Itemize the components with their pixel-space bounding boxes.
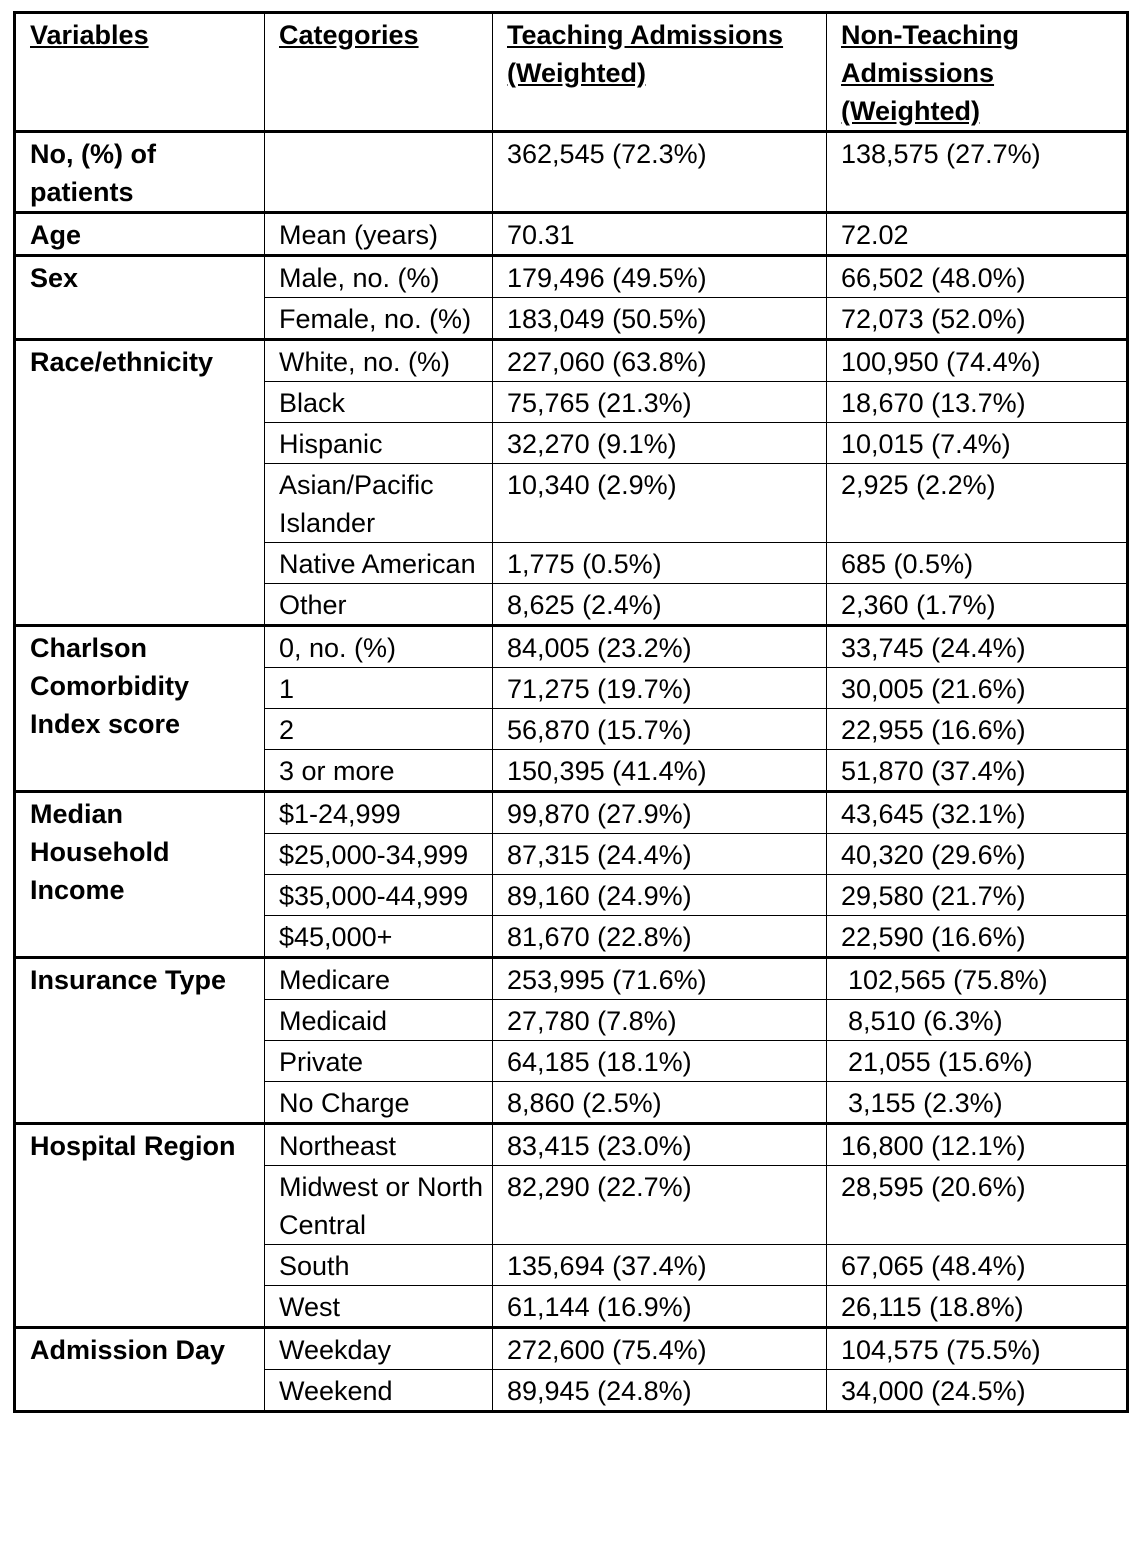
non-teaching-cell: 34,000 (24.5%) xyxy=(827,1370,1128,1412)
category-cell: Northeast xyxy=(265,1124,493,1166)
table-body xyxy=(15,132,1128,1412)
teaching-cell: 82,290 (22.7%) xyxy=(493,1166,827,1245)
teaching-cell: 87,315 (24.4%) xyxy=(493,834,827,875)
non-teaching-cell: 2,360 (1.7%) xyxy=(827,584,1128,626)
table-row xyxy=(15,213,1128,256)
non-teaching-cell: 29,580 (21.7%) xyxy=(827,875,1128,916)
non-teaching-cell: 40,320 (29.6%) xyxy=(827,834,1128,875)
non-teaching-cell: 8,510 (6.3%) xyxy=(827,1000,1128,1041)
non-teaching-cell: 28,595 (20.6%) xyxy=(827,1166,1128,1245)
teaching-cell: 8,860 (2.5%) xyxy=(493,1082,827,1124)
table-row xyxy=(15,1124,1128,1166)
table-row xyxy=(15,132,1128,213)
non-teaching-cell: 685 (0.5%) xyxy=(827,543,1128,584)
non-teaching-cell: 22,955 (16.6%) xyxy=(827,709,1128,750)
header-teaching: Teaching Admissions (Weighted) xyxy=(493,13,827,132)
variable-cell: No, (%) of patients xyxy=(15,132,265,213)
teaching-cell: 32,270 (9.1%) xyxy=(493,423,827,464)
table-row xyxy=(15,256,1128,298)
teaching-cell: 83,415 (23.0%) xyxy=(493,1124,827,1166)
teaching-cell: 99,870 (27.9%) xyxy=(493,792,827,834)
variable-cell: Admission Day xyxy=(15,1328,265,1412)
header-categories: Categories xyxy=(265,13,493,132)
table-row xyxy=(15,340,1128,382)
non-teaching-cell: 138,575 (27.7%) xyxy=(827,132,1128,213)
teaching-cell: 10,340 (2.9%) xyxy=(493,464,827,543)
teaching-cell: 64,185 (18.1%) xyxy=(493,1041,827,1082)
teaching-cell: 253,995 (71.6%) xyxy=(493,958,827,1000)
non-teaching-cell: 18,670 (13.7%) xyxy=(827,382,1128,423)
teaching-cell: 89,945 (24.8%) xyxy=(493,1370,827,1412)
category-cell: Medicare xyxy=(265,958,493,1000)
variable-cell: Charlson Comorbidity Index score xyxy=(15,626,265,792)
teaching-cell: 71,275 (19.7%) xyxy=(493,668,827,709)
non-teaching-cell: 10,015 (7.4%) xyxy=(827,423,1128,464)
teaching-cell: 89,160 (24.9%) xyxy=(493,875,827,916)
non-teaching-cell: 30,005 (21.6%) xyxy=(827,668,1128,709)
teaching-cell: 1,775 (0.5%) xyxy=(493,543,827,584)
non-teaching-cell: 43,645 (32.1%) xyxy=(827,792,1128,834)
non-teaching-cell: 16,800 (12.1%) xyxy=(827,1124,1128,1166)
non-teaching-cell: 72.02 xyxy=(827,213,1128,256)
table-header xyxy=(15,13,1128,132)
non-teaching-cell: 102,565 (75.8%) xyxy=(827,958,1128,1000)
table-row xyxy=(15,958,1128,1000)
category-cell: Black xyxy=(265,382,493,423)
header-non-teaching: Non-Teaching Admissions (Weighted) xyxy=(827,13,1128,132)
non-teaching-cell: 100,950 (74.4%) xyxy=(827,340,1128,382)
category-cell: $45,000+ xyxy=(265,916,493,958)
category-cell: Mean (years) xyxy=(265,213,493,256)
category-cell: 2 xyxy=(265,709,493,750)
teaching-cell: 183,049 (50.5%) xyxy=(493,298,827,340)
demographics-table xyxy=(13,11,1129,1413)
teaching-cell: 61,144 (16.9%) xyxy=(493,1286,827,1328)
category-cell: $35,000-44,999 xyxy=(265,875,493,916)
category-cell: 1 xyxy=(265,668,493,709)
category-cell: 0, no. (%) xyxy=(265,626,493,668)
non-teaching-cell: 26,115 (18.8%) xyxy=(827,1286,1128,1328)
category-cell: Other xyxy=(265,584,493,626)
non-teaching-cell: 67,065 (48.4%) xyxy=(827,1245,1128,1286)
category-cell: South xyxy=(265,1245,493,1286)
variable-cell: Hospital Region xyxy=(15,1124,265,1328)
non-teaching-cell: 51,870 (37.4%) xyxy=(827,750,1128,792)
variable-cell: Sex xyxy=(15,256,265,340)
category-cell: Hispanic xyxy=(265,423,493,464)
teaching-cell: 70.31 xyxy=(493,213,827,256)
teaching-cell: 75,765 (21.3%) xyxy=(493,382,827,423)
non-teaching-cell: 2,925 (2.2%) xyxy=(827,464,1128,543)
teaching-cell: 150,395 (41.4%) xyxy=(493,750,827,792)
category-cell: Male, no. (%) xyxy=(265,256,493,298)
teaching-cell: 272,600 (75.4%) xyxy=(493,1328,827,1370)
variable-cell: Race/ethnicity xyxy=(15,340,265,626)
category-cell: 3 or more xyxy=(265,750,493,792)
category-cell: Medicaid xyxy=(265,1000,493,1041)
category-cell: Native American xyxy=(265,543,493,584)
category-cell xyxy=(265,132,493,213)
variable-cell: Age xyxy=(15,213,265,256)
teaching-cell: 362,545 (72.3%) xyxy=(493,132,827,213)
teaching-cell: 84,005 (23.2%) xyxy=(493,626,827,668)
header-variables: Variables xyxy=(15,13,265,132)
category-cell: $1-24,999 xyxy=(265,792,493,834)
non-teaching-cell: 104,575 (75.5%) xyxy=(827,1328,1128,1370)
teaching-cell: 227,060 (63.8%) xyxy=(493,340,827,382)
category-cell: Asian/Pacific Islander xyxy=(265,464,493,543)
non-teaching-cell: 22,590 (16.6%) xyxy=(827,916,1128,958)
category-cell: White, no. (%) xyxy=(265,340,493,382)
category-cell: Weekend xyxy=(265,1370,493,1412)
teaching-cell: 179,496 (49.5%) xyxy=(493,256,827,298)
category-cell: $25,000-34,999 xyxy=(265,834,493,875)
category-cell: Female, no. (%) xyxy=(265,298,493,340)
variable-cell: Insurance Type xyxy=(15,958,265,1124)
teaching-cell: 8,625 (2.4%) xyxy=(493,584,827,626)
table-row xyxy=(15,626,1128,668)
header-row xyxy=(15,13,1128,132)
table-row xyxy=(15,1328,1128,1370)
non-teaching-cell: 3,155 (2.3%) xyxy=(827,1082,1128,1124)
teaching-cell: 27,780 (7.8%) xyxy=(493,1000,827,1041)
teaching-cell: 135,694 (37.4%) xyxy=(493,1245,827,1286)
variable-cell: Median Household Income xyxy=(15,792,265,958)
teaching-cell: 56,870 (15.7%) xyxy=(493,709,827,750)
non-teaching-cell: 21,055 (15.6%) xyxy=(827,1041,1128,1082)
non-teaching-cell: 66,502 (48.0%) xyxy=(827,256,1128,298)
non-teaching-cell: 72,073 (52.0%) xyxy=(827,298,1128,340)
category-cell: West xyxy=(265,1286,493,1328)
category-cell: Weekday xyxy=(265,1328,493,1370)
non-teaching-cell: 33,745 (24.4%) xyxy=(827,626,1128,668)
category-cell: Private xyxy=(265,1041,493,1082)
teaching-cell: 81,670 (22.8%) xyxy=(493,916,827,958)
table-row xyxy=(15,792,1128,834)
category-cell: Midwest or North Central xyxy=(265,1166,493,1245)
category-cell: No Charge xyxy=(265,1082,493,1124)
